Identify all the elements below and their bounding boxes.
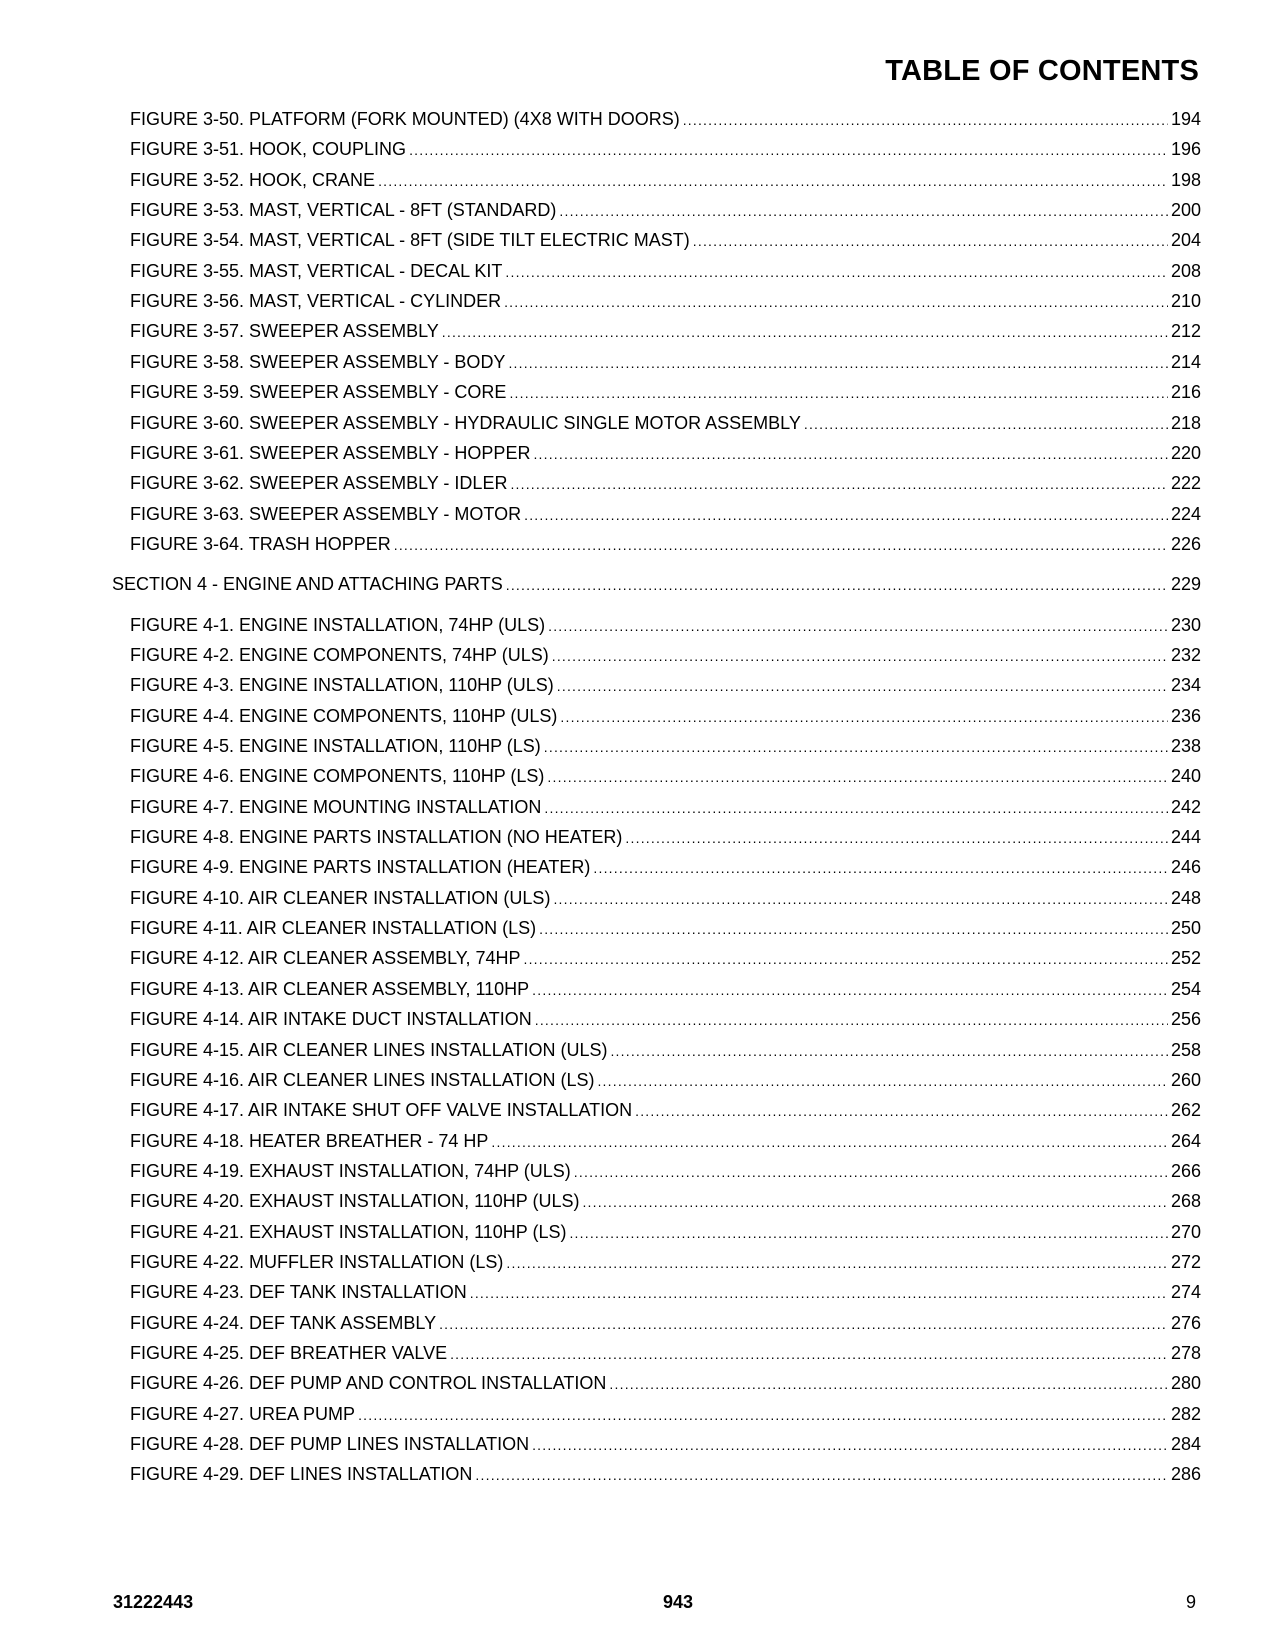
toc-entry-label: FIGURE 3-60. SWEEPER ASSEMBLY - HYDRAULIC SINGLE MOTOR ASSEMBLY — [130, 412, 801, 433]
toc-figure-entry[interactable] — [130, 227, 1201, 253]
toc-entry-label: FIGURE 4-19. EXHAUST INSTALLATION, 74HP (ULS) — [130, 1160, 571, 1181]
toc-dot-leader — [560, 704, 1168, 730]
toc-entry-page-number: 232 — [1170, 644, 1201, 665]
toc-entry-page-number: 216 — [1170, 382, 1201, 403]
toc-figure-entry[interactable] — [130, 1067, 1201, 1093]
toc-entry-page-number: 236 — [1170, 705, 1201, 726]
toc-entry-page-number: 252 — [1170, 948, 1201, 969]
toc-entry-label: FIGURE 4-5. ENGINE INSTALLATION, 110HP (LS) — [130, 736, 541, 756]
toc-figure-entry[interactable] — [130, 945, 1201, 971]
toc-figure-entry[interactable] — [130, 1461, 1201, 1487]
toc-entry-page-number: 276 — [1170, 1312, 1201, 1333]
toc-dot-leader — [450, 1341, 1168, 1367]
toc-figure-entry[interactable] — [130, 854, 1201, 880]
toc-entry-label: FIGURE 3-53. MAST, VERTICAL - 8FT (STANDARD) — [130, 200, 557, 221]
toc-figure-entry[interactable] — [130, 703, 1201, 729]
toc-figure-entry[interactable] — [130, 612, 1201, 638]
toc-entry-page-number: 250 — [1170, 918, 1201, 939]
toc-dot-leader — [625, 825, 1168, 851]
toc-dot-leader — [553, 886, 1168, 912]
toc-dot-leader — [442, 319, 1168, 345]
toc-entry-page-number: 256 — [1170, 1009, 1201, 1030]
toc-entry-page-number: 266 — [1170, 1160, 1201, 1181]
toc-entry-label: FIGURE 4-27. UREA PUMP — [130, 1403, 356, 1424]
toc-entry-label: FIGURE 3-54. MAST, VERTICAL - 8FT (SIDE TILT ELECTRIC MAST) — [130, 230, 690, 251]
toc-figure-entry[interactable] — [130, 288, 1201, 314]
toc-entry-page-number: 220 — [1170, 442, 1201, 463]
toc-figure-entry[interactable] — [130, 410, 1201, 436]
toc-entry-label: FIGURE 3-50. PLATFORM (FORK MOUNTED) (4X8 WITH DOORS) — [130, 109, 680, 129]
footer-model: 943 — [662, 1592, 694, 1612]
toc-dot-leader — [559, 198, 1168, 224]
toc-entry-label: FIGURE 4-11. AIR CLEANER INSTALLATION (LS) — [130, 918, 537, 939]
toc-figure-entry[interactable] — [130, 501, 1201, 527]
toc-entry-page-number: 222 — [1170, 473, 1201, 494]
toc-entry-page-number: 268 — [1170, 1191, 1201, 1212]
toc-entry-label: FIGURE 4-22. MUFFLER INSTALLATION (LS) — [130, 1251, 504, 1272]
toc-figure-entry[interactable] — [130, 794, 1201, 820]
toc-entry-label: FIGURE 3-52. HOOK, CRANE — [130, 169, 376, 190]
toc-entry-label: FIGURE 4-12. AIR CLEANER ASSEMBLY, 74HP — [130, 948, 521, 969]
toc-figure-entry[interactable] — [130, 440, 1201, 466]
toc-dot-leader — [504, 289, 1168, 315]
toc-entry-page-number: 212 — [1170, 321, 1201, 342]
toc-entry-page-number: 238 — [1170, 736, 1201, 756]
toc-figure-entry[interactable] — [130, 379, 1201, 405]
toc-figure-entry[interactable] — [130, 672, 1201, 698]
toc-dot-leader — [506, 1250, 1168, 1276]
toc-entry-label: FIGURE 3-51. HOOK, COUPLING — [130, 139, 407, 160]
toc-figure-entry[interactable] — [130, 1006, 1201, 1032]
toc-figure-entry[interactable] — [130, 642, 1201, 668]
toc-dot-leader — [552, 643, 1168, 669]
toc-dot-leader — [582, 1189, 1167, 1215]
toc-entry-page-number: 258 — [1170, 1039, 1201, 1060]
toc-entry-label: FIGURE 4-17. AIR INTAKE SHUT OFF VALVE INSTALLATION — [130, 1100, 633, 1121]
toc-dot-leader — [557, 673, 1168, 699]
toc-figure-entry[interactable] — [130, 197, 1201, 223]
toc-dot-leader — [394, 532, 1168, 558]
toc-entry-label: FIGURE 4-6. ENGINE COMPONENTS, 110HP (LS) — [130, 766, 545, 787]
toc-dot-leader — [532, 1432, 1168, 1458]
toc-figure-entry[interactable] — [130, 1158, 1201, 1184]
toc-figure-entry[interactable] — [130, 1431, 1201, 1457]
toc-figure-entry[interactable] — [130, 349, 1201, 375]
toc-entry-page-number: 208 — [1170, 260, 1201, 281]
toc-figure-entry[interactable] — [130, 1279, 1201, 1305]
toc-entry-page-number: 260 — [1170, 1069, 1201, 1090]
toc-dot-leader — [470, 1280, 1168, 1306]
toc-entry-page-number: 229 — [1170, 574, 1201, 595]
toc-entry-page-number: 278 — [1170, 1343, 1201, 1363]
toc-entry-page-number: 280 — [1170, 1373, 1201, 1394]
toc-dot-leader — [439, 1311, 1168, 1337]
toc-entry-label: FIGURE 4-14. AIR INTAKE DUCT INSTALLATION — [130, 1009, 532, 1030]
toc-dot-leader — [505, 259, 1168, 285]
toc-entry-page-number: 272 — [1170, 1251, 1201, 1272]
toc-entry-label: FIGURE 3-56. MAST, VERTICAL - CYLINDER — [130, 291, 502, 312]
toc-dot-leader — [509, 380, 1168, 406]
toc-dot-leader — [597, 1068, 1167, 1094]
toc-entry-label: FIGURE 4-9. ENGINE PARTS INSTALLATION (HEATER) — [130, 857, 591, 878]
toc-section-entry[interactable] — [112, 571, 1201, 597]
toc-figure-entry[interactable] — [130, 1188, 1201, 1214]
toc-entry-label: FIGURE 4-24. DEF TANK ASSEMBLY — [130, 1312, 437, 1333]
toc-dot-leader — [548, 613, 1168, 639]
toc-entry-page-number: 230 — [1170, 614, 1201, 635]
toc-entry-label: FIGURE 3-55. MAST, VERTICAL - DECAL KIT — [130, 260, 503, 281]
toc-figure-entry[interactable] — [130, 915, 1201, 941]
toc-entry-label: FIGURE 4-29. DEF LINES INSTALLATION — [130, 1464, 473, 1485]
toc-dot-leader — [378, 168, 1168, 194]
toc-entry-label: FIGURE 3-57. SWEEPER ASSEMBLY — [130, 321, 439, 342]
toc-figure-entry[interactable] — [130, 1037, 1201, 1063]
toc-figure-entry[interactable] — [130, 106, 1201, 132]
toc-entry-label: FIGURE 3-61. SWEEPER ASSEMBLY - HOPPER — [130, 442, 531, 463]
toc-dot-leader — [508, 350, 1168, 376]
toc-entry-page-number: 224 — [1170, 503, 1201, 524]
toc-entry-page-number: 286 — [1170, 1464, 1201, 1485]
toc-entry-label: FIGURE 4-7. ENGINE MOUNTING INSTALLATION — [130, 796, 542, 817]
toc-figure-entry[interactable] — [130, 1128, 1201, 1154]
toc-dot-leader — [506, 572, 1168, 598]
toc-figure-entry[interactable] — [130, 1340, 1201, 1366]
toc-entry-page-number: 198 — [1170, 169, 1201, 190]
toc-figure-entry[interactable] — [130, 1370, 1201, 1396]
toc-entry-page-number: 234 — [1170, 675, 1201, 696]
toc-entry-label: FIGURE 3-58. SWEEPER ASSEMBLY - BODY — [130, 351, 506, 372]
toc-entry-label: SECTION 4 - ENGINE AND ATTACHING PARTS — [112, 574, 503, 595]
toc-figure-entry[interactable] — [130, 136, 1201, 162]
toc-entry-page-number: 240 — [1170, 766, 1201, 787]
toc-entry-page-number: 282 — [1170, 1403, 1201, 1424]
toc-figure-entry[interactable] — [130, 470, 1201, 496]
toc-entry-label: FIGURE 3-64. TRASH HOPPER — [130, 533, 391, 554]
toc-dot-leader — [491, 1129, 1168, 1155]
toc-entry-page-number: 210 — [1170, 291, 1201, 312]
toc-dot-leader — [683, 107, 1168, 133]
toc-entry-page-number: 274 — [1170, 1282, 1201, 1303]
toc-figure-entry[interactable] — [130, 1219, 1201, 1245]
toc-entry-page-number: 226 — [1170, 533, 1201, 554]
toc-entry-label: FIGURE 4-18. HEATER BREATHER - 74 HP — [130, 1130, 489, 1151]
toc-entry-label: FIGURE 3-59. SWEEPER ASSEMBLY - CORE — [130, 382, 507, 403]
toc-dot-leader — [539, 916, 1168, 942]
toc-entry-label: FIGURE 4-25. DEF BREATHER VALVE — [130, 1343, 448, 1363]
toc-figure-entry[interactable] — [130, 885, 1201, 911]
toc-figure-entry[interactable] — [130, 167, 1201, 193]
toc-entry-label: FIGURE 4-21. EXHAUST INSTALLATION, 110HP (LS) — [130, 1221, 567, 1242]
toc-dot-leader — [609, 1371, 1168, 1397]
toc-entry-page-number: 242 — [1170, 796, 1201, 817]
toc-figure-entry[interactable] — [130, 1097, 1201, 1123]
toc-dot-leader — [409, 137, 1168, 163]
toc-entry-label: FIGURE 3-63. SWEEPER ASSEMBLY - MOTOR — [130, 503, 522, 524]
toc-figure-entry[interactable] — [130, 976, 1201, 1002]
toc-dot-leader — [524, 946, 1168, 972]
toc-entry-page-number: 218 — [1170, 412, 1201, 433]
toc-entry-label: FIGURE 4-8. ENGINE PARTS INSTALLATION (NO HEATER) — [130, 827, 623, 848]
toc-dot-leader — [693, 228, 1168, 254]
toc-figure-entry[interactable] — [130, 258, 1201, 284]
footer-document-number: 31222443 — [113, 1592, 194, 1612]
toc-entry-label: FIGURE 4-16. AIR CLEANER LINES INSTALLATION (LS) — [130, 1069, 595, 1090]
toc-entry-page-number: 284 — [1170, 1434, 1201, 1455]
toc-entry-label: FIGURE 3-62. SWEEPER ASSEMBLY - IDLER — [130, 473, 508, 494]
toc-entry-label: FIGURE 4-26. DEF PUMP AND CONTROL INSTALLATION — [130, 1373, 607, 1394]
toc-figure-entry[interactable] — [130, 1310, 1201, 1336]
footer-page-number: 9 — [1185, 1592, 1196, 1612]
toc-entry-page-number: 264 — [1170, 1130, 1201, 1151]
toc-entry-page-number: 244 — [1170, 827, 1201, 848]
toc-dot-leader — [475, 1462, 1168, 1488]
toc-entry-label: FIGURE 4-20. EXHAUST INSTALLATION, 110HP (ULS) — [130, 1191, 580, 1212]
toc-dot-leader — [532, 977, 1168, 1003]
toc-figure-entry[interactable] — [130, 1401, 1201, 1427]
toc-entry-label: FIGURE 4-3. ENGINE INSTALLATION, 110HP (ULS) — [130, 675, 554, 696]
toc-entry-page-number: 194 — [1170, 109, 1201, 129]
toc-entry-page-number: 246 — [1170, 857, 1201, 878]
toc-entry-page-number: 214 — [1170, 351, 1201, 372]
toc-dot-leader — [635, 1098, 1168, 1124]
toc-entry-label: FIGURE 4-10. AIR CLEANER INSTALLATION (ULS) — [130, 887, 551, 908]
toc-figure-entry[interactable] — [130, 1249, 1201, 1275]
toc-dot-leader — [544, 795, 1168, 821]
toc-figure-entry[interactable] — [130, 763, 1201, 789]
toc-entry-label: FIGURE 4-1. ENGINE INSTALLATION, 74HP (ULS) — [130, 614, 546, 635]
toc-entry-label: FIGURE 4-15. AIR CLEANER LINES INSTALLATION (ULS) — [130, 1039, 608, 1060]
toc-entry-page-number: 248 — [1170, 887, 1201, 908]
toc-entry-label: FIGURE 4-13. AIR CLEANER ASSEMBLY, 110HP — [130, 978, 530, 999]
toc-figure-entry[interactable] — [130, 824, 1201, 850]
toc-entry-page-number: 204 — [1170, 230, 1201, 251]
toc-dot-leader — [569, 1220, 1167, 1246]
toc-dot-leader — [533, 441, 1168, 467]
toc-dot-leader — [610, 1038, 1167, 1064]
toc-figure-entry[interactable] — [130, 318, 1201, 344]
toc-entry-page-number: 254 — [1170, 978, 1201, 999]
toc-entry-label: FIGURE 4-4. ENGINE COMPONENTS, 110HP (ULS) — [130, 705, 558, 726]
toc-dot-leader — [358, 1402, 1168, 1428]
toc-dot-leader — [593, 855, 1168, 881]
page-title: TABLE OF CONTENTS — [885, 55, 1199, 87]
toc-entry-page-number: 270 — [1170, 1221, 1201, 1242]
toc-figure-entry[interactable] — [130, 531, 1201, 557]
toc-dot-leader — [524, 502, 1168, 528]
toc-entry-page-number: 196 — [1170, 139, 1201, 160]
toc-dot-leader — [535, 1007, 1168, 1033]
toc-dot-leader — [510, 471, 1168, 497]
toc-dot-leader — [547, 764, 1168, 790]
toc-dot-leader — [544, 734, 1168, 760]
toc-entry-page-number: 262 — [1170, 1100, 1201, 1121]
toc-entry-label: FIGURE 4-2. ENGINE COMPONENTS, 74HP (ULS) — [130, 644, 549, 665]
toc-entry-page-number: 200 — [1170, 200, 1201, 221]
toc-figure-entry[interactable] — [130, 733, 1201, 759]
toc-entry-label: FIGURE 4-28. DEF PUMP LINES INSTALLATION — [130, 1434, 530, 1455]
toc-dot-leader — [804, 411, 1168, 437]
toc-entry-label: FIGURE 4-23. DEF TANK INSTALLATION — [130, 1282, 467, 1303]
toc-dot-leader — [574, 1159, 1168, 1185]
